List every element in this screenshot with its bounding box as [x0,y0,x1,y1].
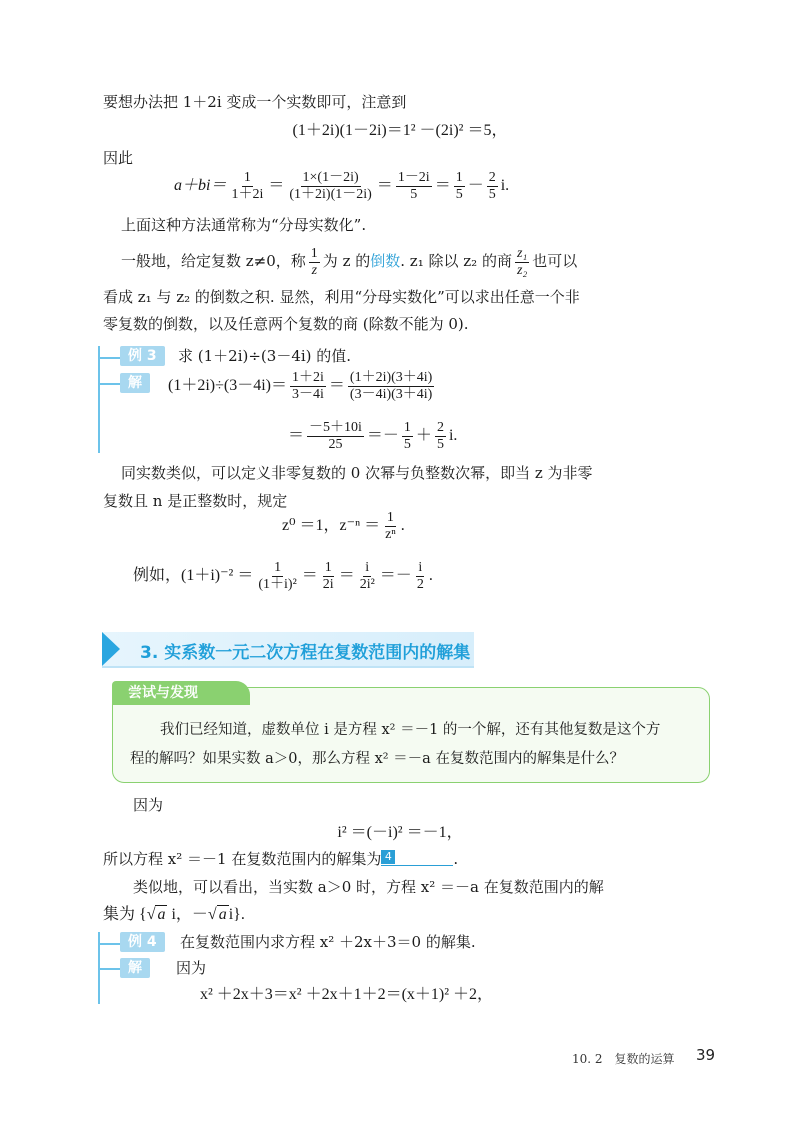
text: . [453,850,459,868]
page-number: 39 [696,1046,716,1064]
fraction [383,510,398,543]
numerator: 1 [324,559,332,575]
example-tick [98,357,120,359]
example-4-equation: x² ＋2x＋3＝x² ＋2x＋1＋2＝(x＋1)² ＋2， [200,986,494,1003]
text: 为 z 的 [322,252,371,270]
example-4-question: 在复数范围内求方程 x² ＋2x＋3＝0 的解集. [180,933,476,951]
numerator: 2 [436,419,444,435]
text: z⁰ ＝1，z⁻ⁿ ＝ [282,517,381,534]
denominator: 25 [328,436,343,452]
body-text: 类似地，可以看出，当实数 a＞0 时，方程 x² ＝－a 在复数范围内的解 [133,878,604,896]
fraction [256,560,298,593]
denominator: 2i² [359,576,375,592]
numerator: －5＋10i [309,419,362,435]
section-arrow-icon [102,632,120,666]
text: ＋ [415,427,432,444]
fraction [402,420,413,453]
fraction [348,370,434,403]
fraction [415,560,426,593]
radicand: a [218,906,227,923]
example-3-step2: ＝ $\frac{-5+10i}{25}$ ＝－ $\frac{1}{5}$ ＋ $\frac{2}{5}$ i. [288,419,458,452]
fraction [487,170,498,203]
example-4-badge: 例 4 [120,932,165,952]
numerator: i [418,559,423,575]
body-text: 零复数的倒数，以及任意两个复数的商 (除数不能为 0). [103,315,469,333]
fraction [307,420,364,453]
denominator: 1＋2i [231,186,264,202]
answer-blank[interactable] [381,849,453,866]
fraction [396,170,432,203]
solution-tick [98,968,120,970]
numerator: 1 [243,169,251,185]
numerator: 1 [455,169,463,185]
footer-section-title: 10. 2 复数的运算 [572,1052,675,1066]
solution-badge: 解 [120,958,150,978]
text: 也可以 [532,252,578,270]
fraction [290,370,326,403]
example-3-badge: 例 3 [120,346,165,366]
fraction [358,560,377,593]
denominator: zⁿ [385,526,396,542]
solution-set-sqrt: 集为 {√ a i，－√ a i}. [103,906,245,923]
example-3-question: 求 (1＋2i)÷(3－4i) 的值. [178,347,352,365]
denominator: 2 [416,576,424,592]
text: . z₁ 除以 z₂ 的商 [400,252,512,270]
numerator: 1 [386,509,394,525]
power-example: 例如，(1＋i)⁻² ＝ $\frac{1}{\text{(1＋i)²}}$ ＝ $\frac{1}{2i}$ ＝ $\frac{i}{\text{2i²}}$ ＝－ $\frac{i}{2}$ . [133,559,433,592]
text: i. [448,427,458,444]
text: 一般地，给定复数 z≠0，称 [121,252,306,270]
eq-tail: i. [500,177,510,194]
text: 集为 { [103,906,147,923]
text: . [428,567,433,584]
denominator: 3－4i [292,386,324,402]
body-text: 看成 z₁ 与 z₂ 的倒数之积. 显然，利用“分母实数化”可以求出任意一个非 [103,288,580,306]
fraction [435,420,446,453]
eq-lhs: a＋bi＝ [174,177,227,194]
term-reciprocal: 倒数 [370,252,401,270]
fraction [454,170,465,203]
numerator: 2 [488,169,496,185]
body-text: 复数且 n 是正整数时，规定 [103,492,288,510]
text: (1＋2i)÷(3－4i)＝ [168,377,287,394]
therefore-label: 因此 [103,149,134,167]
power-definition [282,507,405,545]
fraction [309,246,320,279]
denominator-rationalization-note: 上面这种方法通常称为“分母实数化”. [121,216,367,234]
numerator: i [365,559,370,575]
example-bracket [98,346,100,453]
blank-number: 4 [381,850,395,864]
section-title: 3. 实系数一元二次方程在复数范围内的解集 [140,643,471,663]
numerator: 1－2i [397,169,430,185]
try-and-discover-label: 尝试与发现 [112,681,250,705]
equation-product: (1＋2i)(1－2i)＝1² －(2i)² ＝5， [292,122,508,139]
try-line-1: 我们已经知道，虚数单位 i 是方程 x² ＝－1 的一个解，还有其他复数是这个方 [160,722,661,738]
try-line-2: 程的解吗？如果实数 a＞0，那么方程 x² ＝－a 在复数范围内的解集是什么？ [130,751,624,767]
equation-a-plus-bi: a＋bi＝ $\frac{1}{1+2i}$ ＝ $\frac{1\times(1-2i)}{(1+2i)(1-2i)}$ ＝ $\frac{1-2i}{5}$ ＝ $\frac{1}{5}$ － $\frac{2}{5}$ i. [174,169,510,202]
denominator: (3－4i)(3＋4i) [349,386,433,402]
denominator: 2i [322,576,334,592]
numerator: 1 [403,419,411,435]
denominator: z [311,262,318,278]
text: i}. [228,906,245,923]
denominator: 5 [488,186,496,202]
text: ＝－ [379,567,412,584]
fraction [229,170,265,203]
text: . [400,517,405,534]
text: 例如，(1＋i)⁻² ＝ [133,567,254,584]
numerator: 1×(1－2i) [302,169,359,185]
example-4-because: 因为 [176,959,207,977]
intro-text: 要想办法把 1＋2i 变成一个实数即可，注意到 [103,93,407,111]
body-text: 同实数类似，可以定义非零复数的 0 次幂与负整数次幂，即当 z 为非零 [121,464,593,482]
because-label: 因为 [133,796,164,814]
fraction [287,170,373,203]
denominator: 5 [436,436,444,452]
solution-set-sentence [103,849,458,869]
text: 所以方程 x² ＝－1 在复数范围内的解集为 [103,850,382,868]
denominator: z₂ [516,262,528,278]
radicand: a [157,906,166,923]
equation-i-squared: i² ＝(－i)² ＝－1， [337,824,463,841]
fraction [321,560,336,593]
numerator: 1 [310,245,318,261]
denominator: 5 [410,186,418,202]
denominator: 5 [403,436,411,452]
fraction [515,246,529,279]
denominator: (1＋2i)(1－2i) [289,186,372,202]
example-tick [98,943,120,945]
denominator: 5 [455,186,463,202]
solution-badge: 解 [120,373,150,393]
denominator: (1＋i)² [258,576,297,592]
numerator: 1 [274,559,282,575]
example-3-step1: (1＋2i)÷(3－4i)＝ $\frac{1+2i}{3-4i}$ ＝ $\frac{(1+2i)(3+4i)}{(3-4i)(3+4i)}$ [168,369,433,402]
reciprocal-definition [121,243,577,279]
solution-tick [98,383,120,385]
numerator: z₁ [516,245,528,261]
numerator: 1＋2i [292,369,324,385]
text: ＝－ [366,427,399,444]
numerator: (1＋2i)(3＋4i) [349,369,433,385]
text: i，－ [167,906,208,923]
